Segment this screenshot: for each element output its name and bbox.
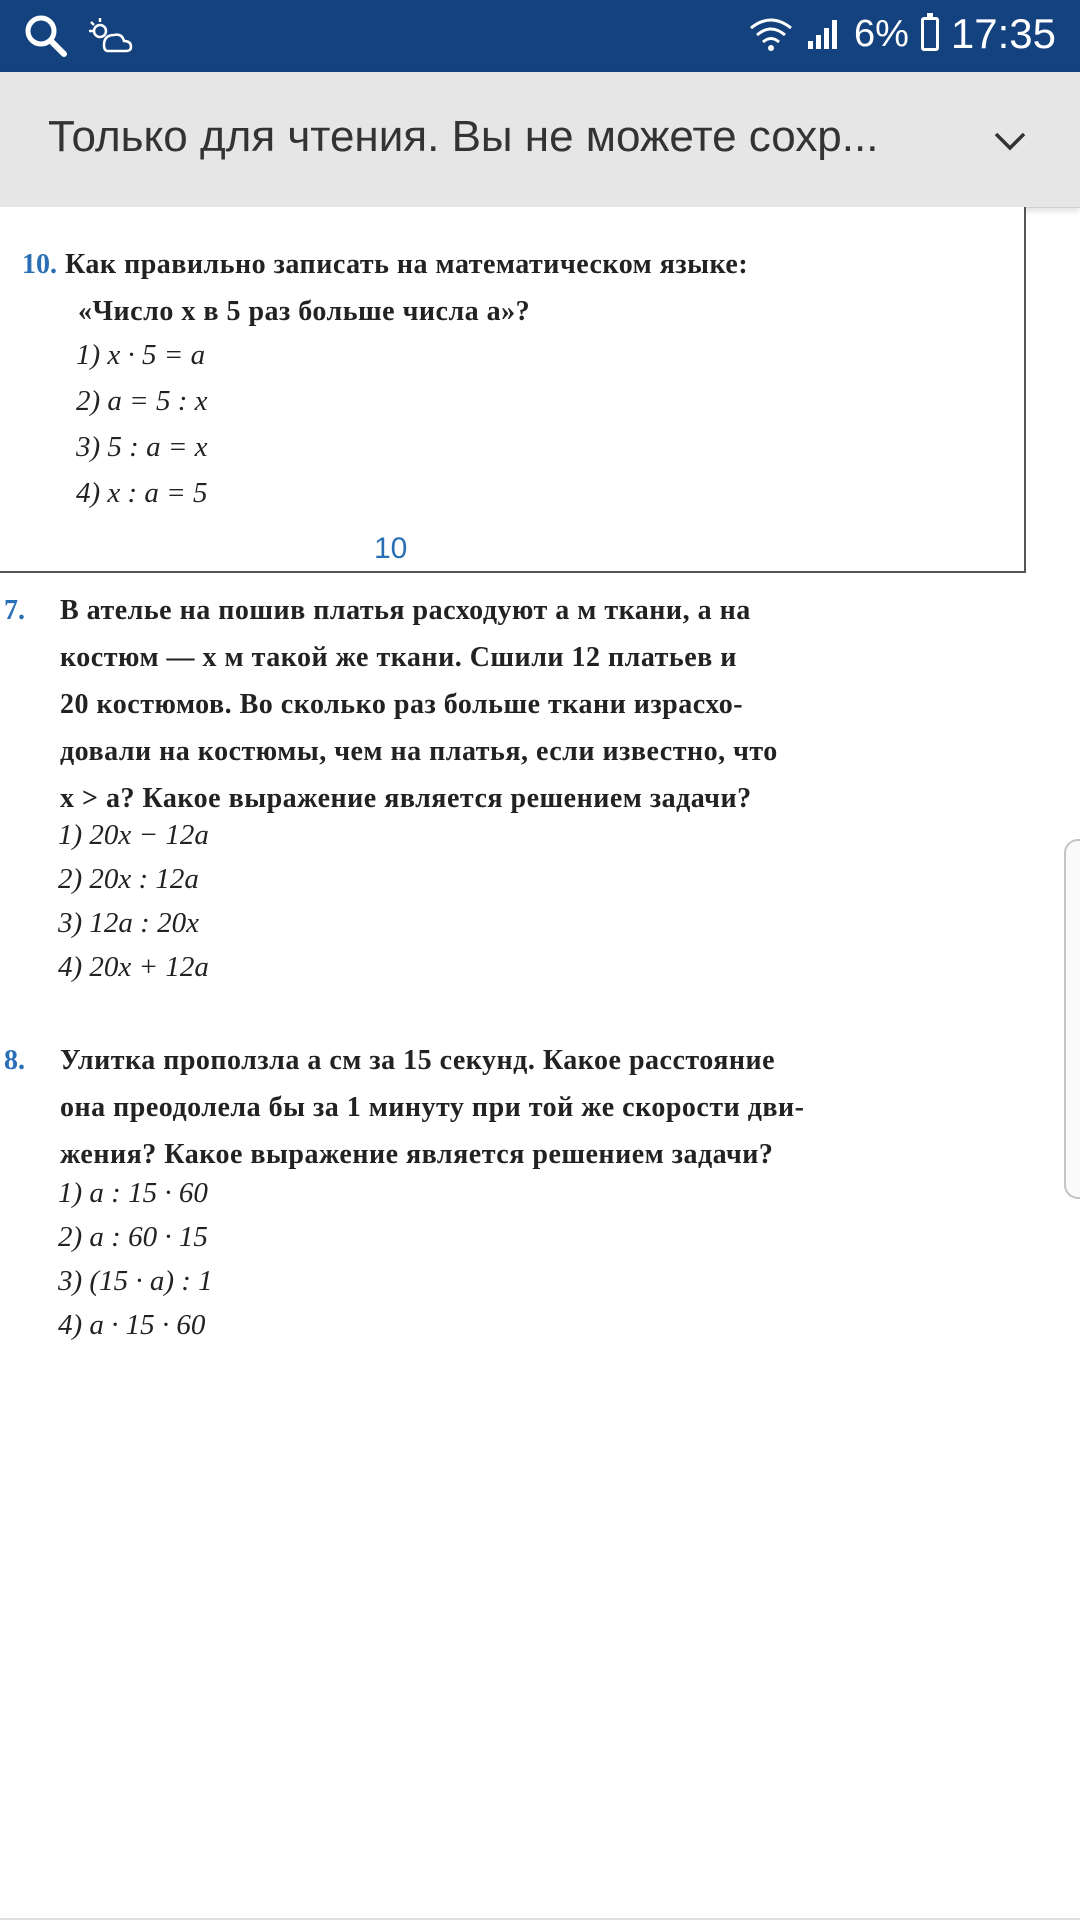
question-line: она преодолела бы за 1 минуту при той же скорости дви-	[60, 1092, 805, 1123]
question-line: В ателье на пошив платья расходуют a м ткани, а на	[60, 595, 751, 626]
question-number: 10.	[22, 249, 57, 280]
question-text: Как правильно записать на математическом языке:	[65, 249, 749, 280]
signal-icon	[806, 17, 842, 51]
side-panel-handle[interactable]	[1064, 839, 1080, 1199]
question-10	[22, 241, 972, 335]
wifi-icon	[748, 16, 794, 52]
question-text: «Число x в 5 раз больше числа a»?	[78, 296, 531, 327]
clock: 17:35	[950, 10, 1056, 57]
page-number: 10	[374, 532, 408, 565]
weather-icon	[86, 15, 134, 55]
battery-percent: 6%	[853, 12, 909, 55]
question-number: 7.	[4, 595, 25, 626]
option: 4) a · 15 · 60	[58, 1309, 206, 1341]
option: 1) x · 5 = a	[76, 339, 206, 371]
question-7	[4, 587, 944, 822]
question-line: 20 костюмов. Во сколько раз больше ткани израсхо-	[60, 689, 744, 720]
option: 3) 5 : a = x	[76, 431, 208, 463]
search-icon	[22, 12, 68, 58]
chevron-down-icon[interactable]	[990, 120, 1030, 160]
status-bar	[0, 0, 1080, 72]
banner-text: Только для чтения. Вы не можете сохр...	[48, 112, 879, 161]
question-line: жения? Какое выражение является решением задачи?	[60, 1139, 774, 1170]
question-number: 8.	[4, 1045, 25, 1076]
option: 4) x : a = 5	[76, 477, 208, 509]
question-line: костюм — x м такой же ткани. Сшили 12 платьев и	[60, 642, 737, 673]
battery-icon	[921, 17, 939, 51]
option: 4) 20x + 12a	[58, 951, 209, 983]
option: 2) a : 60 · 15	[58, 1221, 208, 1253]
read-only-banner[interactable]	[0, 72, 1080, 208]
option: 1) a : 15 · 60	[58, 1177, 208, 1209]
question-line: Улитка проползла a см за 15 секунд. Какое расстояние	[60, 1045, 776, 1076]
previous-page	[0, 207, 1026, 573]
question-line: x > a? Какое выражение является решением задачи?	[60, 783, 752, 814]
option: 3) (15 · a) : 1	[58, 1265, 213, 1297]
option: 1) 20x − 12a	[58, 819, 209, 851]
question-8	[4, 1037, 944, 1178]
question-line: довали на костюмы, чем на платья, если известно, что	[60, 736, 778, 767]
document-view[interactable]	[0, 207, 1080, 1920]
option: 3) 12a : 20x	[58, 907, 199, 939]
option: 2) 20x : 12a	[58, 863, 199, 895]
option: 2) a = 5 : x	[76, 385, 208, 417]
